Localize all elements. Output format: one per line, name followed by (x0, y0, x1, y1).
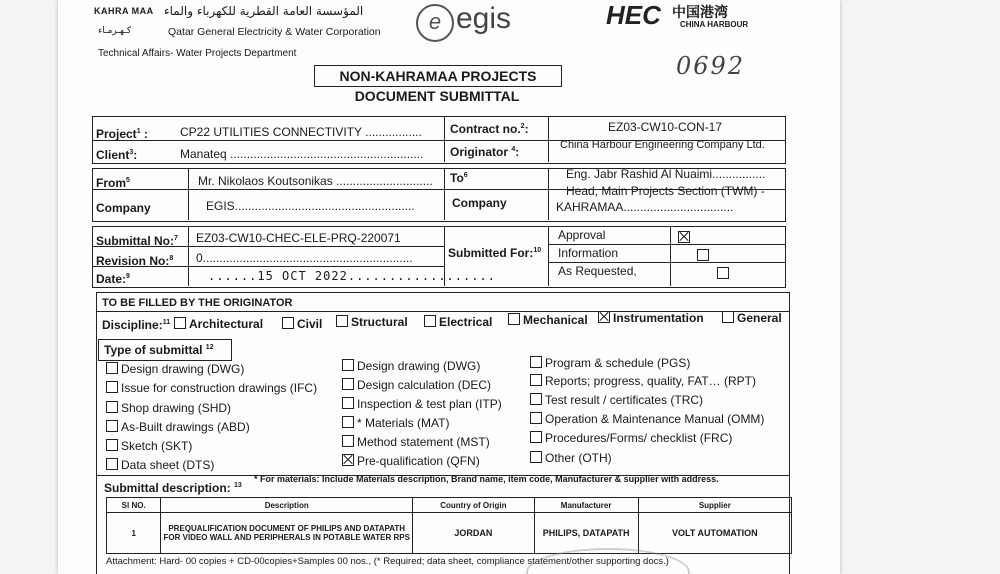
from-value: Mr. Nikolaos Koutsonikas ............................. (198, 174, 433, 188)
type-col2-item[interactable]: Design drawing (DWG) (342, 359, 480, 373)
from-label: From$^5$ (96, 176, 130, 190)
to-value: Eng. Jabr Rashid Al Nuaimi................ (566, 167, 766, 181)
kahramaa-english-name: Qatar General Electricity & Water Corporation (168, 26, 381, 38)
form-title: NON-KAHRAMAA PROJECTS (314, 65, 562, 87)
revision-value: 0............................................................... (196, 251, 413, 265)
type-col3-item[interactable]: Program & schedule (PGS) (530, 356, 690, 370)
discipline-structural[interactable]: Structural (336, 315, 408, 329)
type-col1-item[interactable]: Data sheet (DTS) (106, 458, 214, 472)
row-description: PREQUALIFICATION DOCUMENT OF PHILIPS AND DATAPATH FOR VIDEO WALL AND PERIPHERALS IN POTABLE WATER RPS (161, 513, 413, 554)
type-col3-item[interactable]: Operation & Maintenance Manual (OMM) (530, 412, 764, 426)
project-label: Project$^1$ : (96, 127, 148, 141)
discipline-architectural[interactable]: Architectural (174, 317, 263, 331)
kahramaa-arabic-name: المؤسسة العامة القطرية للكهرباء والماء (164, 4, 364, 18)
type-col3-item[interactable]: Reports; progress, quality, FAT… (RPT) (530, 374, 756, 388)
originator-label: Originator $^4$: (450, 145, 520, 159)
type-col1-item[interactable]: Issue for construction drawings (IFC) (106, 381, 317, 395)
egis-logo-icon: e (416, 4, 454, 42)
type-label: Type of submittal $^{12}$ (104, 343, 214, 357)
type-col2-item[interactable]: Method statement (MST) (342, 435, 490, 449)
col-supplier: Supplier (638, 498, 791, 513)
row-manufacturer: PHILIPS, DATAPATH (534, 513, 638, 554)
type-col2-item[interactable]: Pre-qualification (QFN) (342, 454, 480, 468)
information-checkbox[interactable] (697, 249, 709, 261)
department-name: Technical Affairs- Water Projects Department (98, 48, 297, 59)
form-subtitle: DOCUMENT SUBMITTAL (354, 88, 520, 104)
to-label: To$^6$ (450, 171, 468, 185)
col-country: Country of Origin (413, 498, 534, 513)
to-company-line1: Head, Main Projects Section (TWM) - (566, 184, 765, 198)
date-label: Date:$^9$ (96, 272, 130, 286)
row-country: JORDAN (413, 513, 534, 554)
attachment-note: Attachment: Hard- 00 copies + CD-00copies+Samples 00 nos., (* Required; data sheet, compliance statement/other supporting docs.) (106, 556, 669, 567)
to-company-label: Company (452, 196, 507, 210)
originator-heading: TO BE FILLED BY THE ORIGINATOR (102, 297, 293, 309)
type-col3-item[interactable]: Procedures/Forms/ checklist (FRC) (530, 431, 732, 445)
client-value: Manateq .......................................................... (180, 147, 424, 161)
client-label: Client$^3$: (96, 148, 138, 162)
type-col1-item[interactable]: As-Built drawings (ABD) (106, 420, 250, 434)
items-table (106, 497, 792, 554)
table-row (107, 513, 792, 554)
contract-value: EZ03-CW10-CON-17 (608, 120, 723, 134)
revision-label: Revision No:$^8$ (96, 254, 174, 268)
discipline-label: Discipline:$^{11}$ (102, 318, 171, 332)
approval-checkbox[interactable] (678, 231, 690, 243)
china-harbour-cn: 中国港湾 (672, 5, 728, 21)
submittal-no-value: EZ03-CW10-CHEC-ELE-PRQ-220071 (196, 231, 401, 245)
submitted-for-label: Submitted For:$^{10}$ (448, 246, 542, 260)
discipline-instrumentation[interactable]: Instrumentation (598, 311, 704, 325)
row-supplier: VOLT AUTOMATION (638, 513, 791, 554)
china-harbour-en: CHINA HARBOUR (680, 20, 749, 29)
originator-value: China Harbour Engineering Company Ltd. (560, 139, 765, 151)
document-page (58, 0, 840, 574)
description-note: * For materials: Include Materials description, Brand name, item code, Manufacturer & supplier with address. (254, 474, 719, 484)
to-company-line2: KAHRAMAA................................. (556, 200, 734, 214)
handwritten-number: 0692 (676, 52, 746, 80)
submitted-for-information: Information (558, 246, 619, 260)
type-col3-item[interactable]: Other (OTH) (530, 451, 612, 465)
type-col2-item[interactable]: Design calculation (DEC) (342, 378, 491, 392)
col-sl: Sl NO. (107, 498, 161, 513)
type-col3-item[interactable]: Test result / certificates (TRC) (530, 393, 703, 407)
submitted-for-approval: Approval (558, 228, 606, 242)
submitted-for-as-requested: As Requested, (558, 264, 637, 278)
col-description: Description (161, 498, 413, 513)
company-value: EGIS...................................................... (206, 199, 415, 213)
row-sl: 1 (107, 513, 161, 554)
project-value: CP22 UTILITIES CONNECTIVITY ................. (180, 125, 422, 139)
type-col1-item[interactable]: Shop drawing (SHD) (106, 401, 231, 415)
description-label: Submittal description: $^{13}$ (104, 481, 242, 495)
hec-logo: HEC (606, 0, 661, 30)
company-label: Company (96, 201, 151, 215)
kahramaa-logo: KAHRA MAA (94, 6, 154, 16)
egis-logo: egis (456, 2, 512, 35)
submittal-no-label: Submittal No:$^7$ (96, 234, 178, 248)
discipline-electrical[interactable]: Electrical (424, 315, 492, 329)
type-col2-item[interactable]: * Materials (MAT) (342, 416, 449, 430)
discipline-mechanical[interactable]: Mechanical (508, 313, 588, 327)
discipline-general[interactable]: General (722, 311, 782, 325)
contract-label: Contract no.$^2$: (450, 122, 529, 136)
type-col1-item[interactable]: Sketch (SKT) (106, 439, 192, 453)
col-manufacturer: Manufacturer (534, 498, 638, 513)
kahramaa-arabic-short: كـهـرمـاء (98, 26, 132, 36)
date-value: ......15 OCT 2022.................. (208, 269, 496, 283)
discipline-civil[interactable]: Civil (282, 317, 322, 331)
type-col2-item[interactable]: Inspection & test plan (ITP) (342, 397, 502, 411)
as-requested-checkbox[interactable] (717, 267, 729, 279)
type-col1-item[interactable]: Design drawing (DWG) (106, 362, 244, 376)
